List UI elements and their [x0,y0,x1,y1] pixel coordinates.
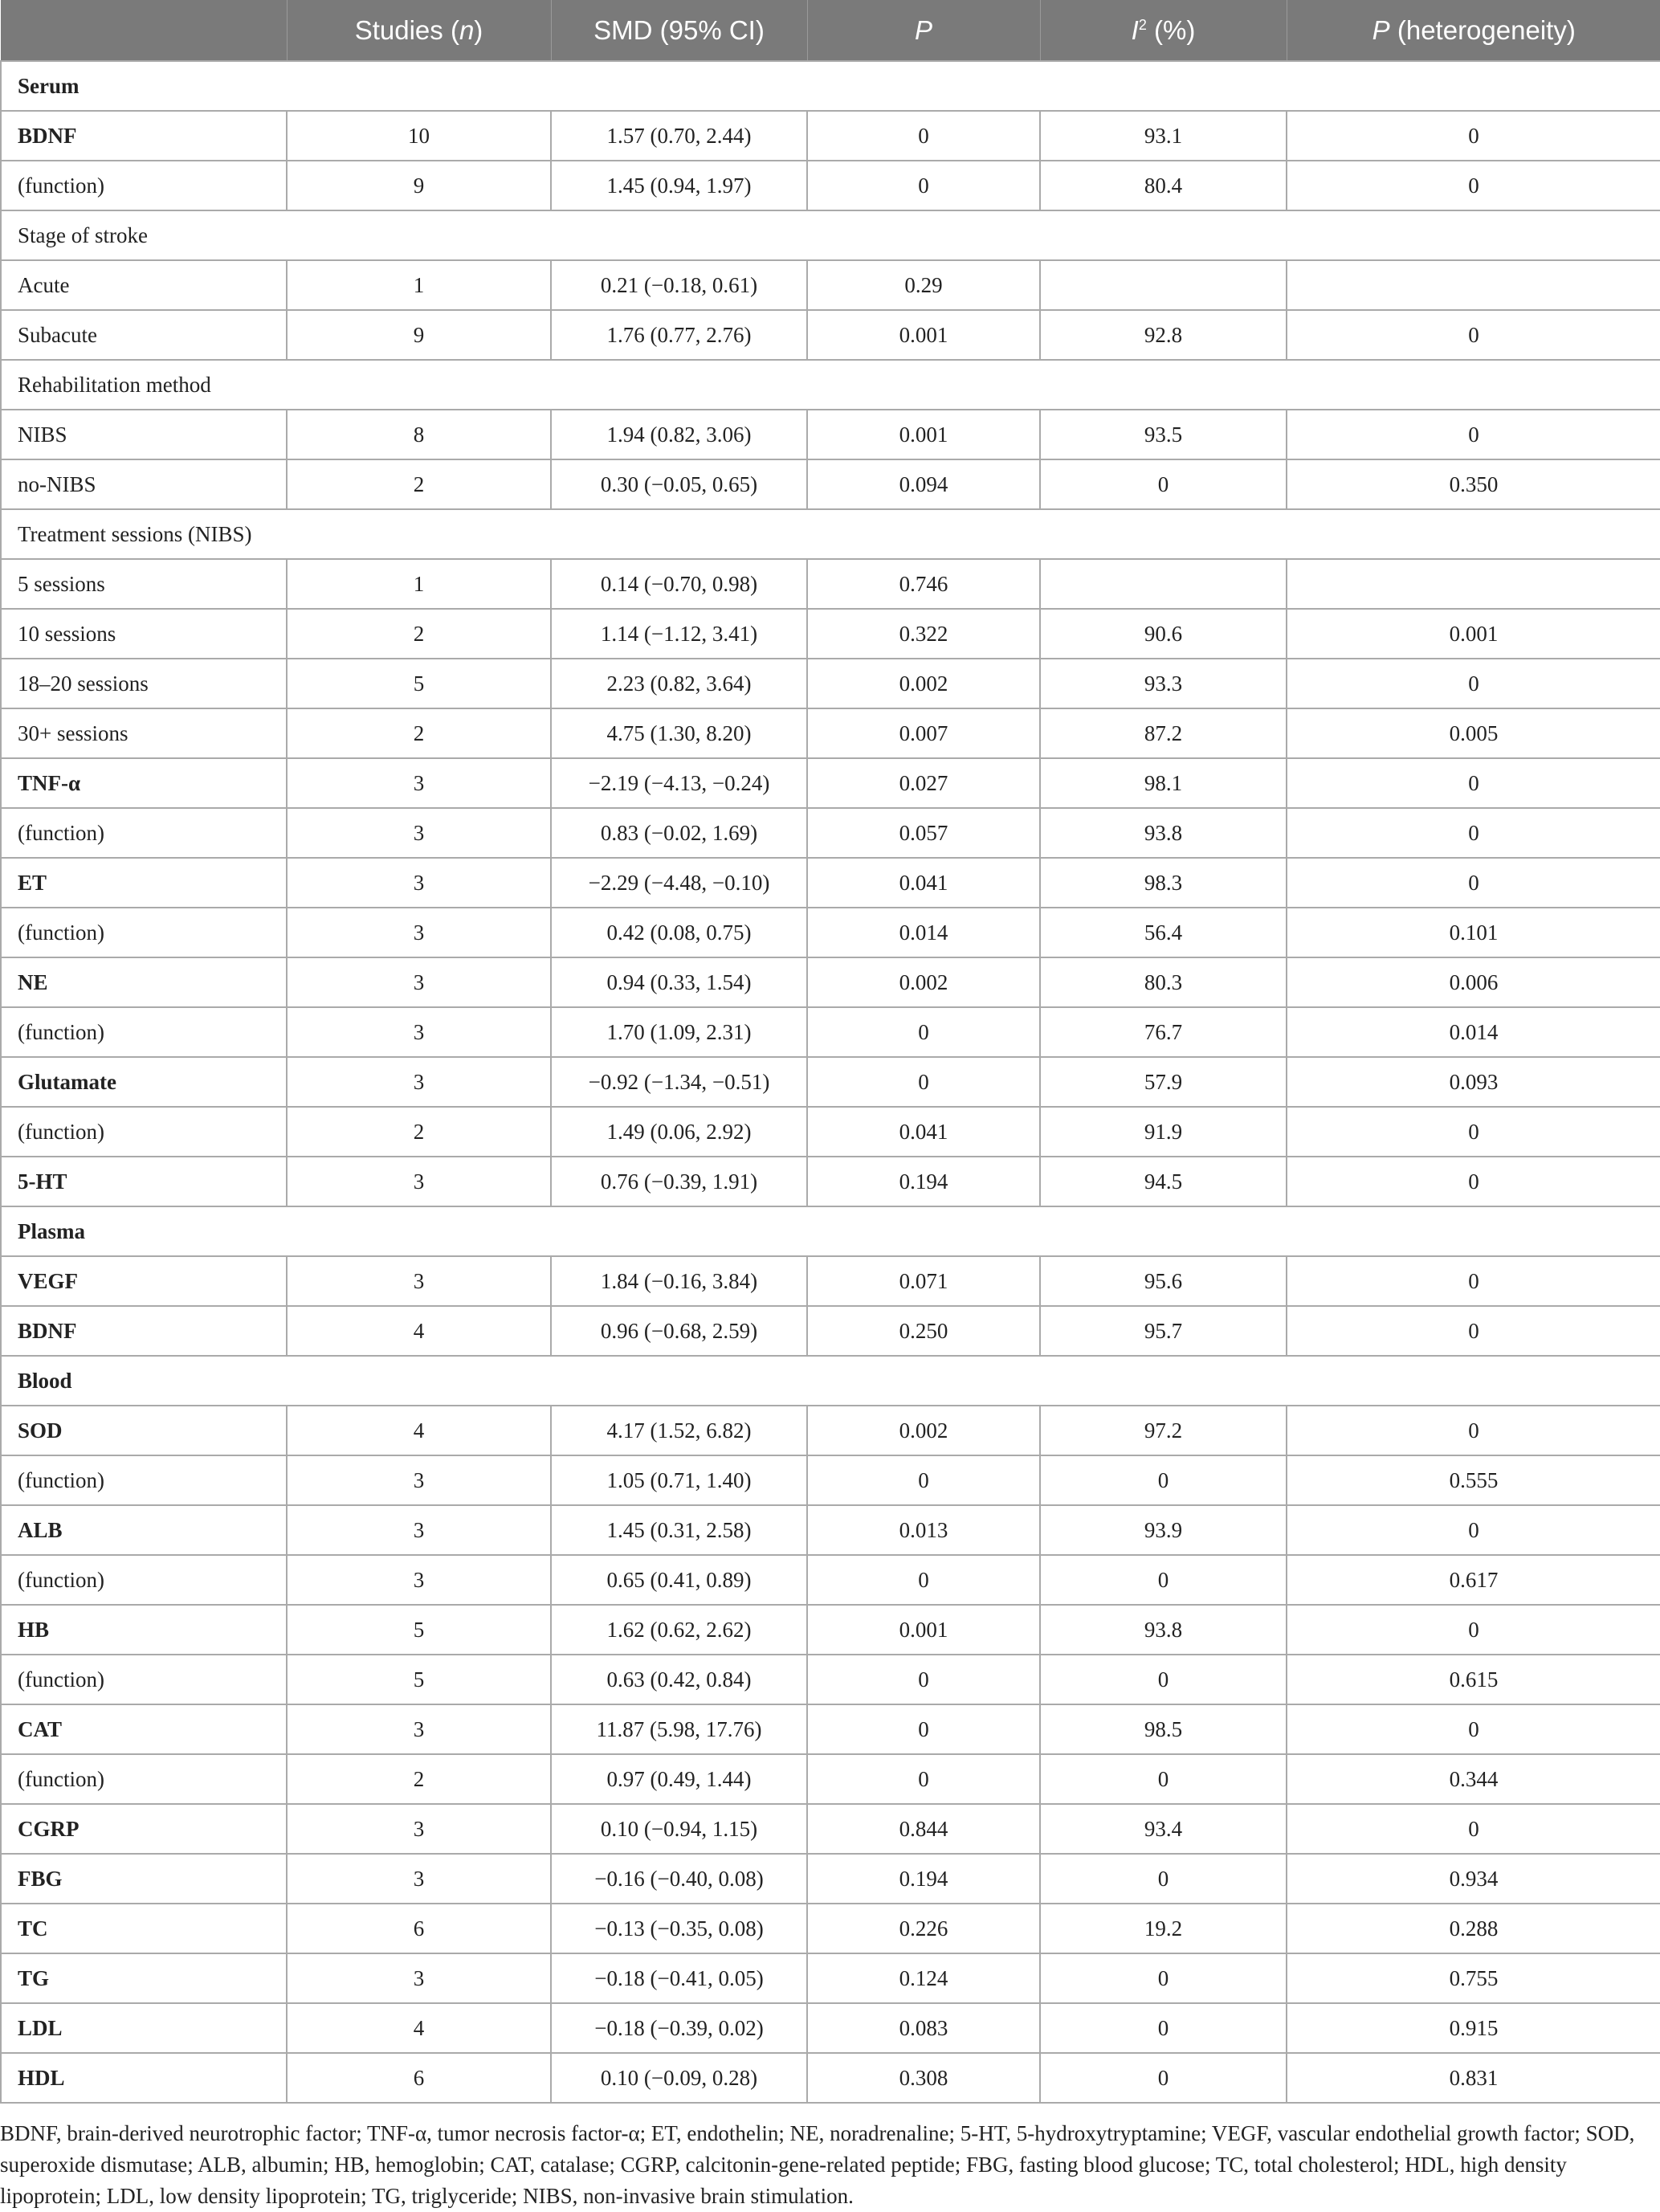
table-row [1,2053,1660,2103]
cell-p: 0.194 [807,1157,1040,1206]
cell-outcome: CGRP [1,1804,287,1854]
cell-smd: 1.76 (0.77, 2.76) [551,310,807,360]
header-i2-unit: (%) [1146,14,1196,45]
table-row [1,1655,1660,1704]
cell-studies: 2 [287,1107,551,1157]
cell-smd: 0.21 (−0.18, 0.61) [551,260,807,310]
table-row [1,161,1660,210]
table-row [1,111,1660,161]
cell-studies: 3 [287,1854,551,1904]
cell-studies: 5 [287,1655,551,1704]
cell-outcome: (function) [1,1007,287,1057]
cell-p-heterogeneity: 0.617 [1287,1555,1660,1605]
table-row [1,1157,1660,1206]
cell-p: 0.041 [807,1107,1040,1157]
cell-outcome: (function) [1,1555,287,1605]
cell-studies: 2 [287,708,551,758]
cell-p: 0.002 [807,1406,1040,1455]
table-row [1,1953,1660,2003]
cell-p: 0 [807,1455,1040,1505]
cell-smd: 11.87 (5.98, 17.76) [551,1704,807,1754]
cell-i2 [1040,260,1287,310]
cell-studies: 3 [287,1157,551,1206]
table-row [1,758,1660,808]
section-label: Rehabilitation method [1,360,1660,410]
cell-p-heterogeneity: 0 [1287,1406,1660,1455]
cell-studies: 3 [287,1455,551,1505]
cell-p-heterogeneity: 0 [1287,1804,1660,1854]
header-ph-label: (heterogeneity) [1389,14,1576,45]
cell-smd: −2.29 (−4.48, −0.10) [551,858,807,908]
cell-p: 0.308 [807,2053,1040,2103]
cell-studies: 4 [287,2003,551,2053]
cell-studies: 3 [287,908,551,957]
cell-i2: 93.3 [1040,659,1287,708]
cell-i2: 0 [1040,1953,1287,2003]
cell-p-heterogeneity: 0 [1287,1306,1660,1356]
cell-i2: 98.1 [1040,758,1287,808]
cell-outcome: ET [1,858,287,908]
cell-studies: 3 [287,1256,551,1306]
cell-p-heterogeneity: 0.344 [1287,1754,1660,1804]
header-p [807,0,1040,61]
cell-p-heterogeneity: 0 [1287,659,1660,708]
cell-smd: 1.84 (−0.16, 3.84) [551,1256,807,1306]
cell-p: 0 [807,1007,1040,1057]
cell-i2: 57.9 [1040,1057,1287,1107]
cell-outcome: BDNF [1,111,287,161]
cell-studies: 1 [287,260,551,310]
cell-smd: −0.13 (−0.35, 0.08) [551,1904,807,1953]
section-row [1,360,1660,410]
cell-studies: 2 [287,609,551,659]
header-p-label: P [914,14,932,45]
cell-outcome: HB [1,1605,287,1655]
cell-p-heterogeneity: 0.350 [1287,459,1660,509]
cell-i2: 93.8 [1040,808,1287,858]
cell-studies: 3 [287,1804,551,1854]
section-label: Blood [1,1356,1660,1406]
table-row [1,1455,1660,1505]
cell-outcome: NE [1,957,287,1007]
cell-p-heterogeneity [1287,260,1660,310]
cell-smd: 1.05 (0.71, 1.40) [551,1455,807,1505]
cell-p-heterogeneity: 0 [1287,1256,1660,1306]
cell-smd: −0.18 (−0.39, 0.02) [551,2003,807,2053]
table-row [1,808,1660,858]
cell-i2: 95.6 [1040,1256,1287,1306]
cell-outcome: NIBS [1,410,287,459]
cell-i2: 97.2 [1040,1406,1287,1455]
cell-smd: −2.19 (−4.13, −0.24) [551,758,807,808]
header-p-heterogeneity [1287,0,1660,61]
cell-i2: 0 [1040,459,1287,509]
table-row [1,1256,1660,1306]
cell-i2: 91.9 [1040,1107,1287,1157]
table-row [1,2003,1660,2053]
section-label: Serum [1,61,1660,111]
header-outcome [1,0,287,61]
cell-p: 0.083 [807,2003,1040,2053]
cell-smd: 0.96 (−0.68, 2.59) [551,1306,807,1356]
cell-smd: 1.45 (0.31, 2.58) [551,1505,807,1555]
section-row [1,210,1660,260]
cell-p-heterogeneity [1287,559,1660,609]
cell-i2: 93.5 [1040,410,1287,459]
cell-p-heterogeneity: 0.101 [1287,908,1660,957]
table-row [1,410,1660,459]
cell-studies: 3 [287,957,551,1007]
cell-i2: 0 [1040,1854,1287,1904]
cell-studies: 6 [287,2053,551,2103]
table-row [1,1306,1660,1356]
table-row [1,858,1660,908]
cell-smd: 1.45 (0.94, 1.97) [551,161,807,210]
cell-outcome: (function) [1,1455,287,1505]
cell-p-heterogeneity: 0 [1287,1505,1660,1555]
table-row [1,1704,1660,1754]
cell-outcome: TG [1,1953,287,2003]
cell-studies: 3 [287,1007,551,1057]
cell-smd: 0.10 (−0.09, 0.28) [551,2053,807,2103]
header-studies-label: Studies ( [354,14,459,45]
cell-p: 0.041 [807,858,1040,908]
cell-p: 0.250 [807,1306,1040,1356]
cell-smd: 1.57 (0.70, 2.44) [551,111,807,161]
cell-smd: 2.23 (0.82, 3.64) [551,659,807,708]
cell-outcome: 30+ sessions [1,708,287,758]
cell-studies: 3 [287,1505,551,1555]
cell-studies: 6 [287,1904,551,1953]
section-row [1,61,1660,111]
cell-outcome: (function) [1,161,287,210]
cell-studies: 2 [287,1754,551,1804]
section-label: Plasma [1,1206,1660,1256]
cell-p: 0 [807,1555,1040,1605]
table-row [1,1007,1660,1057]
cell-i2: 80.3 [1040,957,1287,1007]
cell-i2: 76.7 [1040,1007,1287,1057]
cell-outcome: TC [1,1904,287,1953]
cell-p-heterogeneity: 0.615 [1287,1655,1660,1704]
cell-outcome: HDL [1,2053,287,2103]
table-row [1,260,1660,310]
cell-studies: 9 [287,161,551,210]
cell-outcome: (function) [1,1655,287,1704]
cell-p: 0.057 [807,808,1040,858]
cell-smd: 1.62 (0.62, 2.62) [551,1605,807,1655]
table-footnote: BDNF, brain-derived neurotrophic factor; TNF-α, tumor necrosis factor-α; ET, endothelin; NE, noradrenaline; 5-HT, 5-hydroxytryptamine; VEGF, vascular endothelial growth factor; SOD, superoxide dismutase; ALB, albumin; HB, hemoglobin; CAT, catalase; CGRP, calcitonin-gene-related peptide; FBG, fasting blood glucose; TC, total cholesterol; HDL, high density lipoprotein; LDL, low density lipoprotein; TG, triglyceride; NIBS, non-invasive brain stimulation. [0,2121,1635,2208]
cell-p-heterogeneity: 0.093 [1287,1057,1660,1107]
cell-i2: 93.4 [1040,1804,1287,1854]
cell-outcome: FBG [1,1854,287,1904]
cell-studies: 3 [287,808,551,858]
cell-smd: 0.94 (0.33, 1.54) [551,957,807,1007]
cell-smd: 4.17 (1.52, 6.82) [551,1406,807,1455]
cell-p: 0.001 [807,1605,1040,1655]
cell-studies: 1 [287,559,551,609]
cell-smd: 1.70 (1.09, 2.31) [551,1007,807,1057]
cell-i2: 19.2 [1040,1904,1287,1953]
cell-smd: 0.76 (−0.39, 1.91) [551,1157,807,1206]
header-ph-letter: P [1372,14,1390,45]
cell-p: 0.226 [807,1904,1040,1953]
cell-smd: 4.75 (1.30, 8.20) [551,708,807,758]
table-row [1,609,1660,659]
cell-outcome: no-NIBS [1,459,287,509]
cell-smd: 1.49 (0.06, 2.92) [551,1107,807,1157]
cell-outcome: 5 sessions [1,559,287,609]
table-row [1,1057,1660,1107]
cell-outcome: (function) [1,1754,287,1804]
cell-p: 0.124 [807,1953,1040,2003]
cell-p-heterogeneity: 0.006 [1287,957,1660,1007]
cell-smd: 0.63 (0.42, 0.84) [551,1655,807,1704]
cell-p-heterogeneity: 0 [1287,310,1660,360]
table-row [1,1854,1660,1904]
table-row [1,459,1660,509]
cell-i2: 92.8 [1040,310,1287,360]
cell-outcome: Glutamate [1,1057,287,1107]
header-smd: SMD (95% CI) [551,0,807,61]
table-row [1,559,1660,609]
cell-i2: 0 [1040,2053,1287,2103]
cell-i2: 95.7 [1040,1306,1287,1356]
cell-p: 0 [807,1704,1040,1754]
header-i2-letter: I [1131,14,1139,45]
table-row [1,1555,1660,1605]
cell-outcome: ALB [1,1505,287,1555]
cell-p: 0.194 [807,1854,1040,1904]
cell-outcome: SOD [1,1406,287,1455]
cell-i2: 98.5 [1040,1704,1287,1754]
cell-studies: 10 [287,111,551,161]
cell-smd: 0.83 (−0.02, 1.69) [551,808,807,858]
cell-studies: 4 [287,1406,551,1455]
section-row [1,1356,1660,1406]
cell-smd: 1.94 (0.82, 3.06) [551,410,807,459]
cell-smd: 0.14 (−0.70, 0.98) [551,559,807,609]
cell-i2: 0 [1040,2003,1287,2053]
cell-i2 [1040,559,1287,609]
cell-smd: 0.97 (0.49, 1.44) [551,1754,807,1804]
cell-p: 0 [807,1655,1040,1704]
cell-outcome: TNF-α [1,758,287,808]
cell-p: 0.014 [807,908,1040,957]
cell-outcome: (function) [1,1107,287,1157]
cell-p-heterogeneity: 0.288 [1287,1904,1660,1953]
cell-outcome: Subacute [1,310,287,360]
cell-p-heterogeneity: 0 [1287,1605,1660,1655]
cell-smd: 0.65 (0.41, 0.89) [551,1555,807,1605]
cell-outcome: (function) [1,808,287,858]
table-header [1,0,1660,61]
cell-p: 0.094 [807,459,1040,509]
cell-p: 0.29 [807,260,1040,310]
cell-p-heterogeneity: 0.014 [1287,1007,1660,1057]
table-row [1,957,1660,1007]
table-row [1,1107,1660,1157]
header-studies [287,0,551,61]
table-row [1,908,1660,957]
cell-i2: 0 [1040,1655,1287,1704]
cell-p: 0.013 [807,1505,1040,1555]
cell-outcome: 10 sessions [1,609,287,659]
cell-i2: 56.4 [1040,908,1287,957]
cell-outcome: CAT [1,1704,287,1754]
cell-studies: 5 [287,1605,551,1655]
cell-p: 0.002 [807,957,1040,1007]
cell-p-heterogeneity: 0 [1287,758,1660,808]
table-row [1,1804,1660,1854]
cell-p-heterogeneity: 0.555 [1287,1455,1660,1505]
cell-i2: 87.2 [1040,708,1287,758]
header-i2 [1040,0,1287,61]
cell-studies: 3 [287,758,551,808]
cell-studies: 3 [287,1555,551,1605]
cell-i2: 93.1 [1040,111,1287,161]
cell-smd: −0.18 (−0.41, 0.05) [551,1953,807,2003]
cell-p: 0.746 [807,559,1040,609]
table-row [1,1505,1660,1555]
cell-outcome: VEGF [1,1256,287,1306]
cell-outcome: Acute [1,260,287,310]
cell-studies: 9 [287,310,551,360]
cell-smd: 1.14 (−1.12, 3.41) [551,609,807,659]
cell-p-heterogeneity: 0.755 [1287,1953,1660,2003]
cell-i2: 0 [1040,1455,1287,1505]
cell-p: 0.007 [807,708,1040,758]
cell-p-heterogeneity: 0.001 [1287,609,1660,659]
cell-p: 0.002 [807,659,1040,708]
cell-p: 0.322 [807,609,1040,659]
cell-i2: 0 [1040,1555,1287,1605]
cell-studies: 8 [287,410,551,459]
cell-studies: 3 [287,1057,551,1107]
header-studies-close: ) [474,14,483,45]
cell-studies: 3 [287,1953,551,2003]
cell-p-heterogeneity: 0.005 [1287,708,1660,758]
cell-i2: 93.8 [1040,1605,1287,1655]
cell-studies: 2 [287,459,551,509]
cell-studies: 4 [287,1306,551,1356]
cell-p-heterogeneity: 0 [1287,410,1660,459]
cell-p-heterogeneity: 0 [1287,111,1660,161]
section-label: Stage of stroke [1,210,1660,260]
cell-p-heterogeneity: 0.915 [1287,2003,1660,2053]
table-row [1,1406,1660,1455]
cell-smd: −0.92 (−1.34, −0.51) [551,1057,807,1107]
cell-p-heterogeneity: 0 [1287,808,1660,858]
cell-p: 0.001 [807,410,1040,459]
cell-smd: 0.42 (0.08, 0.75) [551,908,807,957]
section-label: Treatment sessions (NIBS) [1,509,1660,559]
cell-p-heterogeneity: 0.831 [1287,2053,1660,2103]
table-body [1,61,1660,2103]
cell-i2: 90.6 [1040,609,1287,659]
table-row [1,1754,1660,1804]
cell-p-heterogeneity: 0.934 [1287,1854,1660,1904]
cell-p-heterogeneity: 0 [1287,858,1660,908]
table-row [1,659,1660,708]
cell-p: 0.844 [807,1804,1040,1854]
cell-outcome: LDL [1,2003,287,2053]
cell-outcome: BDNF [1,1306,287,1356]
header-row [1,0,1660,61]
cell-studies: 5 [287,659,551,708]
cell-p: 0 [807,161,1040,210]
table-row [1,1904,1660,1953]
cell-i2: 94.5 [1040,1157,1287,1206]
cell-smd: −0.16 (−0.40, 0.08) [551,1854,807,1904]
cell-p: 0 [807,111,1040,161]
table-row [1,708,1660,758]
cell-p: 0 [807,1754,1040,1804]
cell-i2: 0 [1040,1754,1287,1804]
table-row [1,310,1660,360]
cell-smd: 0.30 (−0.05, 0.65) [551,459,807,509]
cell-i2: 93.9 [1040,1505,1287,1555]
cell-p-heterogeneity: 0 [1287,1157,1660,1206]
cell-p: 0.027 [807,758,1040,808]
header-studies-n: n [459,14,475,45]
cell-p: 0.001 [807,310,1040,360]
section-row [1,1206,1660,1256]
cell-studies: 3 [287,1704,551,1754]
cell-i2: 80.4 [1040,161,1287,210]
cell-outcome: (function) [1,908,287,957]
cell-p: 0 [807,1057,1040,1107]
table-row [1,1605,1660,1655]
cell-i2: 98.3 [1040,858,1287,908]
cell-outcome: 18–20 sessions [1,659,287,708]
header-i2-sup: 2 [1138,16,1147,33]
cell-smd: 0.10 (−0.94, 1.15) [551,1804,807,1854]
cell-p-heterogeneity: 0 [1287,161,1660,210]
section-row [1,509,1660,559]
cell-p-heterogeneity: 0 [1287,1107,1660,1157]
cell-p: 0.071 [807,1256,1040,1306]
cell-studies: 3 [287,858,551,908]
cell-outcome: 5-HT [1,1157,287,1206]
cell-p-heterogeneity: 0 [1287,1704,1660,1754]
